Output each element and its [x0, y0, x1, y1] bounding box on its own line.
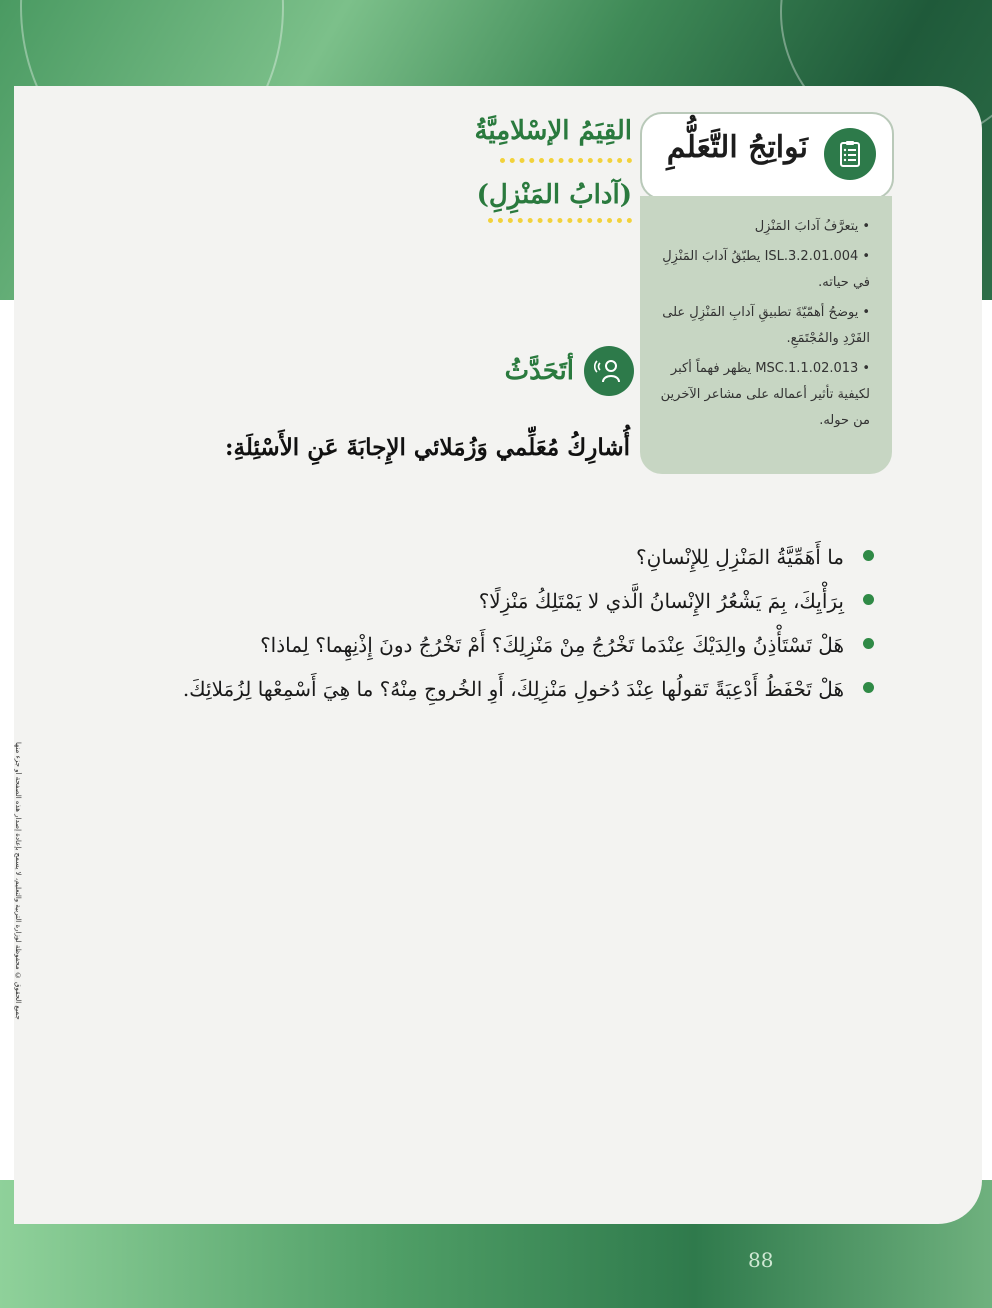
question-text: هَلْ تَسْتَأْذِنُ والِدَيْكَ عِنْدَما تَخْرُجُ مِنْ مَنْزِلِكَ؟ أَمْ تَخْرُجُ دونَ إِذْنِهِما؟ لِماذا؟	[260, 633, 844, 657]
learning-outcomes-title: نَواتِجُ التَّعَلُّمِ	[666, 130, 808, 165]
copyright-side-note: جميع الحقوق © محفوظة لوزارة التربية والتعليم، لا يسمح بإعادة إصدار هذه الصفحة أو جزء منها	[14, 742, 22, 1020]
bullet-dot	[863, 550, 874, 561]
question-text: بِرَأْيِكَ، بِمَ يَشْعُرُ الإِنْسانُ الَّذي لا يَمْتَلِكُ مَنْزِلًا؟	[478, 589, 844, 613]
learning-outcomes-list	[640, 196, 892, 434]
speaking-person-icon	[584, 346, 634, 396]
question-item	[94, 579, 874, 623]
outcome-item: • يوضحُ أهمّيّةَ تطبيقِ آدابِ المَنْزِلِ على الفَرْدِ والمُجْتَمَعِ.	[654, 300, 870, 352]
question-item	[94, 535, 874, 579]
learning-outcomes-panel	[640, 196, 892, 474]
learning-outcomes-header	[640, 112, 894, 200]
question-text: ما أَهَمِّيَّةُ المَنْزِلِ لِلإِنْسانِ؟	[636, 545, 844, 569]
page-number: 88	[748, 1248, 774, 1272]
outcome-item: • يتعرَّفُ آدابَ المَنْزِل	[654, 214, 870, 240]
question-item	[94, 667, 874, 711]
talk-section-label: أتَحَدَّثُ	[504, 356, 574, 386]
clipboard-checklist-icon	[824, 128, 876, 180]
lesson-title: القِيَمُ الإسْلامِيَّةُ	[474, 116, 632, 146]
lesson-subtitle: (آدابُ المَنْزِلِ)	[476, 180, 632, 210]
bullet-dot	[863, 594, 874, 605]
title-underline	[500, 158, 632, 163]
bullet-dot	[863, 638, 874, 649]
questions-list	[94, 535, 874, 711]
outcome-item: • ISL.3.2.01.004 يطبّقُ آدابَ المَنْزِلِ في حياته.	[654, 244, 870, 296]
question-item	[94, 623, 874, 667]
subtitle-underline	[488, 218, 632, 223]
bullet-dot	[863, 682, 874, 693]
section-instruction: أُشارِكُ مُعَلِّمي وَزُمَلائي الإِجابَةَ عَنِ الأَسْئِلَةِ:	[225, 434, 630, 461]
question-text: هَلْ تَحْفَظُ أَدْعِيَةً تَقولُها عِنْدَ دُخولِ مَنْزِلِكَ، أَوِ الخُروجِ مِنْهُ؟ ما هِيَ أَسْمِعْها لِزُمَلائِكَ.	[182, 677, 844, 701]
outcome-item: • MSC.1.1.02.013 يظهر فهماً أكبر لكيفية تأثير أعماله على مشاعر الآخرين من حوله.	[654, 356, 870, 434]
